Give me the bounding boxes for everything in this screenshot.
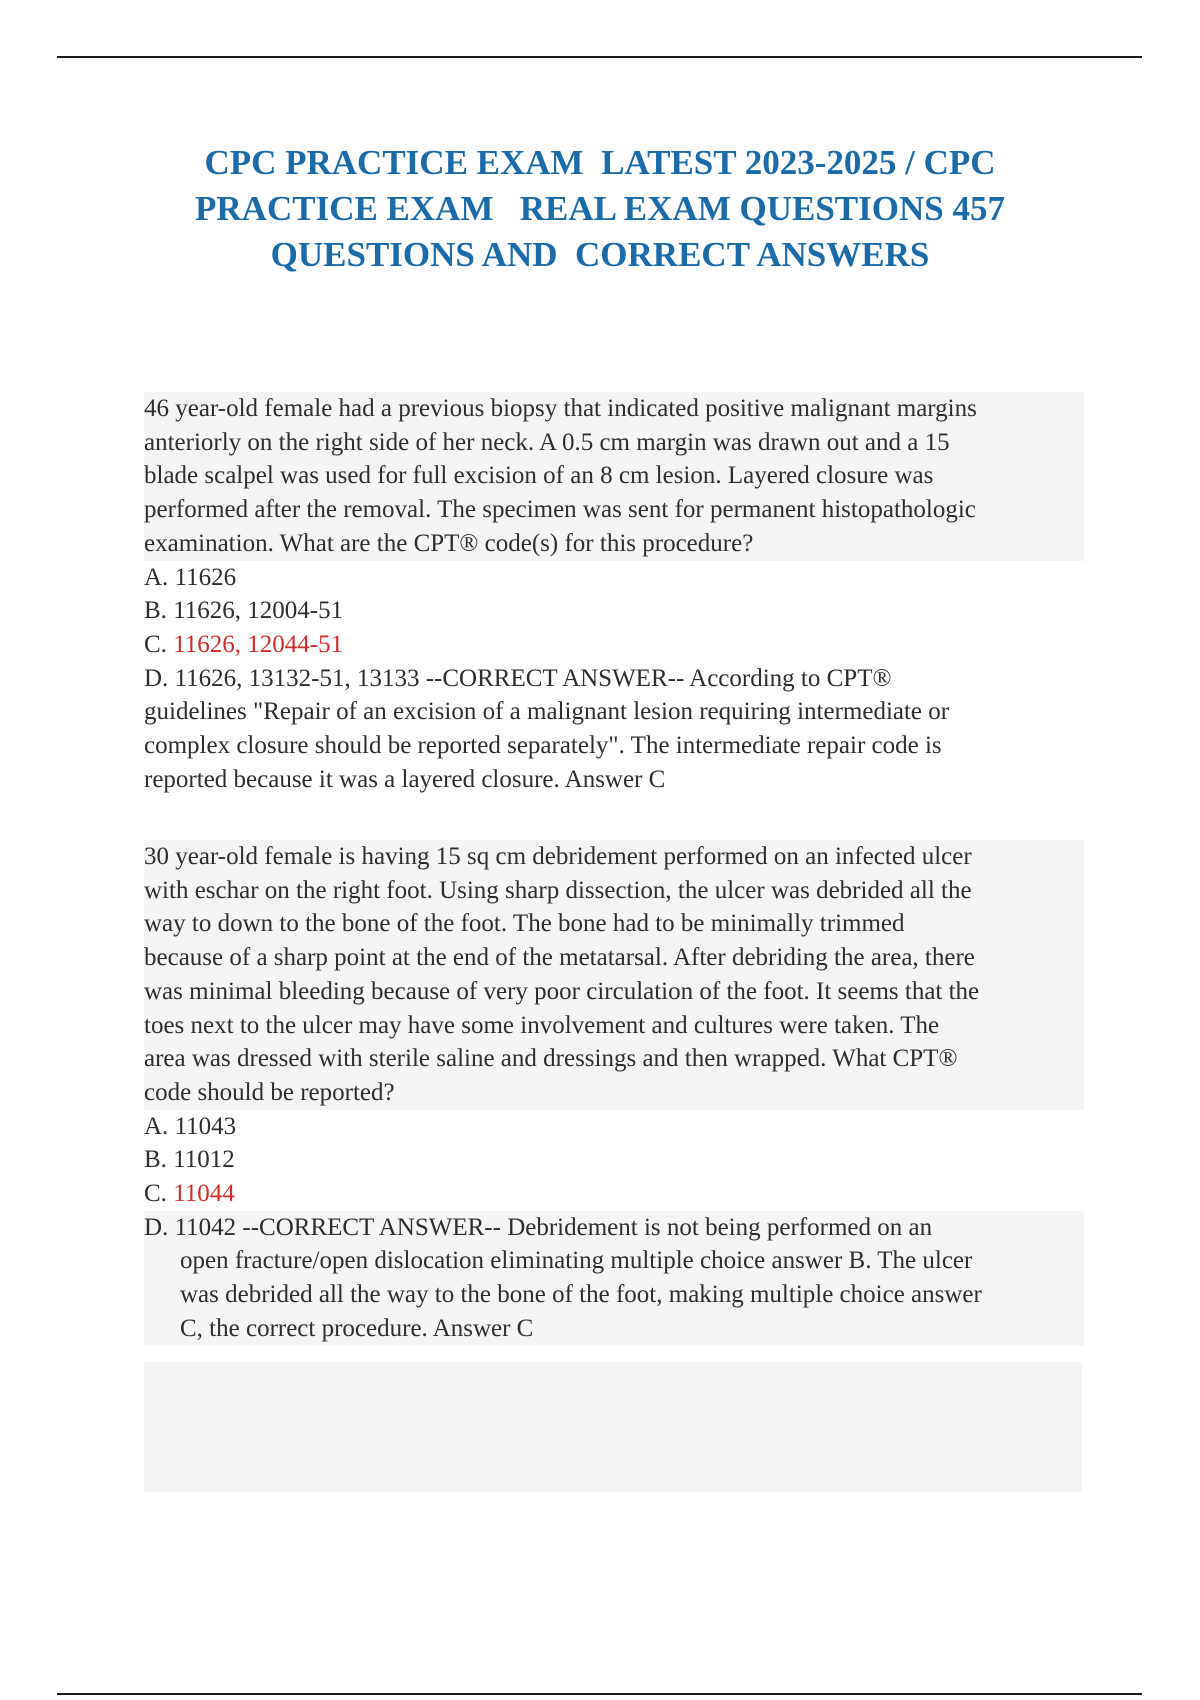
stem-line: anteriorly on the right side of her neck. A 0.5 cm margin was drawn out and a 15 bbox=[144, 428, 950, 456]
correct-option-value: 11626, 12044-51 bbox=[173, 630, 344, 658]
option-value: 11626, 12004-51 bbox=[173, 597, 344, 625]
blank-shaded-area bbox=[144, 1362, 1082, 1492]
question-stem bbox=[144, 840, 1084, 1110]
stem-line: examination. What are the CPT® code(s) for this procedure? bbox=[144, 529, 754, 557]
option-letter: C. bbox=[144, 630, 167, 658]
document-title bbox=[60, 140, 1140, 278]
option-value: 11042 --CORRECT ANSWER-- Debridement is not being performed on an bbox=[174, 1213, 933, 1241]
option-letter: B. bbox=[144, 1146, 167, 1174]
stem-line: way to down to the bone of the foot. The bone had to be minimally trimmed bbox=[144, 910, 905, 938]
top-rule bbox=[57, 56, 1142, 58]
question-stem bbox=[144, 392, 1084, 561]
explanation-line: was debrided all the way to the bone of the foot, making multiple choice answer bbox=[180, 1281, 982, 1309]
option-d bbox=[144, 1211, 1084, 1245]
stem-line: blade scalpel was used for full excision of an 8 cm lesion. Layered closure was bbox=[144, 462, 934, 490]
answer-explanation bbox=[144, 1244, 1084, 1345]
question-2 bbox=[144, 840, 1084, 1346]
bottom-rule bbox=[57, 1693, 1142, 1695]
title-line: QUESTIONS AND CORRECT ANSWERS bbox=[270, 235, 930, 274]
answer-explanation bbox=[144, 695, 1084, 796]
explanation-line: open fracture/open dislocation eliminating multiple choice answer B. The ulcer bbox=[180, 1247, 973, 1275]
option-a bbox=[144, 561, 1084, 595]
stem-line: area was dressed with sterile saline and dressings and then wrapped. What CPT® bbox=[144, 1045, 958, 1073]
stem-line: code should be reported? bbox=[144, 1078, 395, 1106]
question-1 bbox=[144, 392, 1084, 796]
option-letter: B. bbox=[144, 597, 167, 625]
explanation-line: reported because it was a layered closure. Answer C bbox=[144, 765, 666, 793]
explanation-line: complex closure should be reported separately". The intermediate repair code is bbox=[144, 732, 942, 760]
stem-line: with eschar on the right foot. Using sharp dissection, the ulcer was debrided all the bbox=[144, 876, 972, 904]
stem-line: was minimal bleeding because of very poor circulation of the foot. It seems that the bbox=[144, 977, 980, 1005]
option-letter: A. bbox=[144, 1112, 169, 1140]
option-value: 11626 bbox=[174, 563, 237, 591]
explanation-line: C, the correct procedure. Answer C bbox=[180, 1314, 534, 1342]
option-letter: D. bbox=[144, 1213, 169, 1241]
title-line: CPC PRACTICE EXAM LATEST 2023-2025 / CPC bbox=[204, 143, 996, 182]
option-a bbox=[144, 1110, 1084, 1144]
option-letter: D. bbox=[144, 664, 169, 692]
option-b bbox=[144, 594, 1084, 628]
option-b bbox=[144, 1143, 1084, 1177]
option-letter: A. bbox=[144, 563, 169, 591]
stem-line: toes next to the ulcer may have some involvement and cultures were taken. The bbox=[144, 1011, 940, 1039]
stem-line: because of a sharp point at the end of the metatarsal. After debriding the area, there bbox=[144, 944, 975, 972]
option-value: 11012 bbox=[173, 1146, 235, 1174]
option-value: 11043 bbox=[174, 1112, 237, 1140]
option-c-correct bbox=[144, 628, 1084, 662]
title-line: PRACTICE EXAM REAL EXAM QUESTIONS 457 bbox=[195, 189, 1005, 228]
option-c-correct bbox=[144, 1177, 1084, 1211]
explanation-line: guidelines "Repair of an excision of a malignant lesion requiring intermediate or bbox=[144, 698, 950, 726]
stem-line: 46 year-old female had a previous biopsy that indicated positive malignant margins bbox=[144, 395, 977, 422]
stem-line: 30 year-old female is having 15 sq cm debridement performed on an infected ulcer bbox=[144, 843, 972, 870]
stem-line: performed after the removal. The specimen was sent for permanent histopathologic bbox=[144, 496, 976, 524]
correct-option-value: 11044 bbox=[173, 1180, 235, 1208]
option-value: 11626, 13132-51, 13133 --CORRECT ANSWER-- According to CPT® bbox=[174, 664, 892, 692]
option-letter: C. bbox=[144, 1180, 167, 1208]
option-d bbox=[144, 662, 1084, 696]
